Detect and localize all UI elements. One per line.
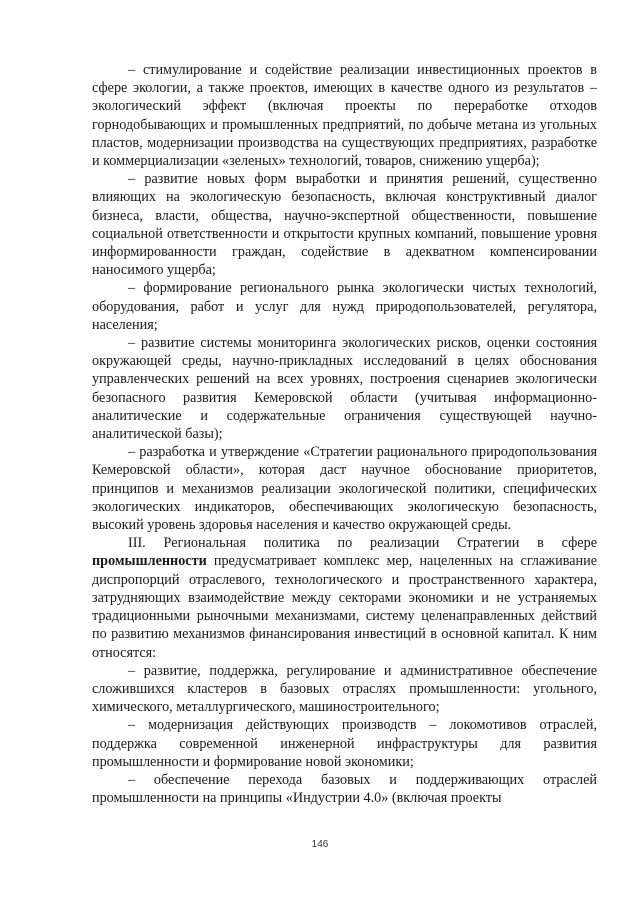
bullet-paragraph-modernization: – модернизация действующих производств – локомотивов отраслей, поддержка современной инженерной инфраструктуры для развития промышленности и формирование новой экономики; — [92, 717, 597, 770]
bullet-paragraph-clusters: – развитие, поддержка, регулирование и административное обеспечение сложившихся кластеров в базовых отраслях промышленности: угольного, химического, металлургического, машиностроительного; — [92, 662, 597, 716]
bullet-paragraph-clean-tech-market: – формирование регионального рынка экологически чистых технологий, оборудования, работ и услуг для нужд природопользователей, регулятора, населения; — [92, 280, 597, 333]
section-lead-text: III. Региональная политика по реализации Стратегии в сфере — [128, 535, 597, 552]
bullet-paragraph-risk-monitoring: – развитие системы мониторинга экологических рисков, оценки состояния окружающей среды, научно-прикладных исследований в целях обоснования управленческих решений на всех уровнях, построения сценариев экологически безопасного развития Кемеровской области (учитывая информационно-аналитические и содержательные ограничения существующей научно-аналитической базы); — [92, 335, 597, 443]
section-paragraph-industry — [92, 534, 597, 661]
section-rest-text: предусматривает комплекс мер, нацеленных на сглаживание диспропорций отраслевого, технологического и пространственного характера, затрудняющих взаимодействие между секторами экономики и не устраняемых традиционными рыночными механизмами, систему целенаправленных действий по развитию механизмов финансирования инвестиций в основной капитал. К ним относятся: — [92, 553, 597, 661]
bullet-paragraph-strategy-approval: – разработка и утверждение «Стратегии рационального природопользования Кемеровской области», которая даст научное обоснование приоритетов, принципов и механизмов реализации экологической политики, специфических экологических индикаторов, обеспечивающих экологическую безопасность, высокий уровень здоровья населения и качество окружающей среды. — [92, 444, 597, 534]
bullet-paragraph-decision-forms: – развитие новых форм выработки и принятия решений, существенно влияющих на экологическую безопасность, включая конструктивный диалог бизнеса, власти, общества, научно-экспертной общественности, повышение социальной ответственности и открытости крупных компаний, повышение уровня информированности граждан, содействие в адекватном компенсировании наносимого ущерба; — [92, 171, 597, 279]
body-text — [92, 61, 597, 807]
bullet-paragraph-industry-4: – обеспечение перехода базовых и поддерживающих отраслей промышленности на принципы «Индустрии 4.0» (включая проекты — [92, 771, 597, 807]
bullet-paragraph-investment-projects: – стимулирование и содействие реализации инвестиционных проектов в сфере экологии, а также проектов, имеющих в качестве одного из результатов – экологический эффект (включая проекты по переработке отходов горнодобывающих и промышленных предприятий, по добыче метана из угольных пластов, модернизации производства на существующих предприятиях, разработке и коммерциализации «зеленых» технологий, товаров, снижению ущерба); — [92, 62, 597, 170]
section-keyword: промышленности — [92, 553, 207, 570]
page-number: 146 — [311, 839, 329, 850]
